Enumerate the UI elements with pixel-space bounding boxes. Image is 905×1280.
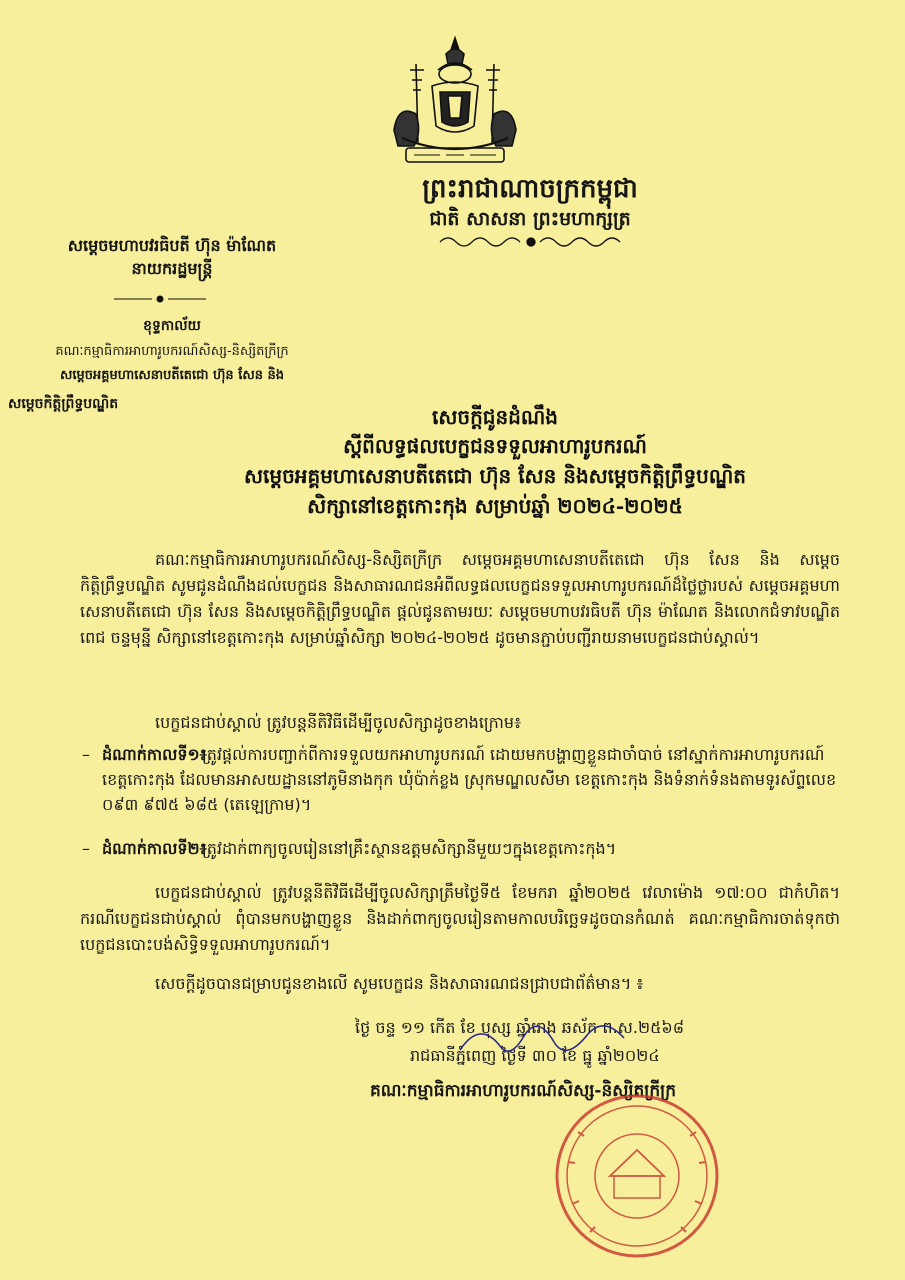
stage-2-label: ដំណាក់កាលទី២៖	[102, 839, 207, 858]
prime-minister-name: សម្ដេចមហាបវរធិបតី ហ៊ុន ម៉ាណែត	[67, 236, 277, 255]
notice-title: សេចក្ដីជូនដំណឹង	[432, 405, 558, 429]
stage-2-text: ត្រូវដាក់ពាក្យចូលរៀននៅគ្រឹះស្ថានឧត្ដមសិក្សានីមួយៗក្នុងខេត្តកោះកុង។	[202, 839, 617, 858]
body-paragraph-4: សេចក្ដីដូចបានជម្រាបជូនខាងលើ សូមបេក្ខជន និងសាធារណជនជ្រាបជាព័ត៌មាន។ ៖	[155, 974, 644, 993]
stage-1-item	[82, 742, 842, 817]
kingdom-heading: ព្រះរាជាណាចក្រកម្ពុជា	[422, 174, 638, 204]
notice-subject-line3: សិក្សានៅខេត្តកោះកុង សម្រាប់ឆ្នាំ ២០២៤-២០២៥	[307, 494, 683, 518]
notice-subject-line2: សម្ដេចអគ្គមហាសេនាបតីតេជោ ហ៊ុន សែន និងសម្ដេចកិត្តិព្រឹទ្ធបណ្ឌិត	[244, 464, 746, 488]
lunar-date-line: ថ្ងៃ ចន្ទ ១១ កើត ខែ បុស្ស ឆ្នាំរោង ឆស័ក ព.ស.២៥៦៨	[355, 1018, 685, 1037]
ornament-divider-icon	[436, 234, 626, 250]
stage-1-label: ដំណាក់កាលទី១៖	[102, 745, 207, 764]
solar-date-line: រាជធានីភ្នំពេញ ថ្ងៃទី ៣០ ខែ ធ្នូ ឆ្នាំ២០២៤	[410, 1046, 660, 1065]
stage-1-text: ត្រូវផ្ដល់ការបញ្ជាក់ពីការទទួលយកអាហារូបករណ៍ ដោយមកបង្ហាញខ្លួនជាចាំបាច់ នៅស្នាក់ការអាហារូបករណ៍ខេត្តកោះកុង ដែលមានអាសយដ្ឋាននៅភូមិនាងកុក ឃុំប៉ាក់ខ្លង ស្រុកមណ្ឌលសីមា ខេត្តកោះកុង និងទំនាក់ទំនងតាមទូរស័ព្ទលេខ ០៩៣ ៩៧៥ ៦៨៥ (តេឡេក្រាម)។	[102, 745, 837, 814]
committee-patron-line2: សម្ដេចកិត្តិព្រឹទ្ធបណ្ឌិត	[8, 396, 119, 412]
bullet-dash: –	[82, 839, 90, 858]
body-paragraph-1: គណៈកម្មាធិការអាហារូបករណ៍សិស្ស-និស្សិតក្រីក្រ សម្ដេចអគ្គមហាសេនាបតីតេជោ ហ៊ុន សែន និង សម្ដេចកិត្តិព្រឹទ្ធបណ្ឌិត សូមជូនដំណឹងដល់បេក្ខជន និងសាធារណជនអំពីលទ្ធផលបេក្ខជនទទួលអាហារូបករណ៍ដ៏ថ្លៃថ្លារបស់ សម្ដេចអគ្គមហាសេនាបតីតេជោ ហ៊ុន សែន និងសម្ដេចកិត្តិព្រឹទ្ធបណ្ឌិត ផ្ដល់ជូនតាមរយៈ សម្ដេចមហាបវរធិបតី ហ៊ុន ម៉ាណែត និងលោកជំទាវបណ្ឌិត ពេជ ចន្ទមុន្នី សិក្សានៅខេត្តកោះកុង សម្រាប់ឆ្នាំសិក្សា ២០២៤-២០២៥ ដូចមានភ្ជាប់បញ្ជីរាយនាមបេក្ខជនជាប់ស្គាល់។	[80, 550, 840, 647]
committee-name: គណៈកម្មាធិការអាហារូបករណ៍សិស្ស-និស្សិតក្រីក្រ	[55, 344, 289, 359]
stage-2-item	[82, 836, 842, 861]
bullet-dash: –	[82, 745, 90, 764]
committee-patron-line1: សម្ដេចអគ្គមហាសេនាបតីតេជោ ហ៊ុន សែន និង	[59, 368, 284, 383]
official-red-seal-stamp	[538, 1092, 736, 1260]
prime-minister-title: នាយករដ្ឋមន្ត្រី	[131, 259, 213, 278]
ornament-divider-icon	[112, 293, 208, 305]
national-motto: ជាតិ សាសនា ព្រះមហាក្សត្រ	[429, 208, 631, 230]
body-paragraph-2: បេក្ខជនជាប់ស្គាល់ ត្រូវបន្តនីតិវិធីដើម្បីចូលសិក្សាដូចខាងក្រោម៖	[155, 713, 522, 732]
royal-coat-of-arms-emblem	[388, 34, 522, 170]
handwritten-signature	[440, 1010, 690, 1070]
notice-subject-line1: ស្ដីពីលទ្ធផលបេក្ខជនទទួលអាហារូបករណ៍	[343, 434, 647, 458]
body-paragraph-3: បេក្ខជនជាប់ស្គាល់ ត្រូវបន្តនីតិវិធីដើម្បីចូលសិក្សាត្រឹមថ្ងៃទី៥ ខែមករា ឆ្នាំ២០២៥ វេលាម៉ោង ១៧:០០ ជាកំហិត។ ករណីបេក្ខជនជាប់ស្គាល់ ពុំបានមកបង្ហាញខ្លួន និងដាក់ពាក្យចូលរៀនតាមកាលបរិច្ឆេទដូចបានកំណត់ គណៈកម្មាធិការចាត់ទុកថាបេក្ខជនបោះបង់សិទ្ធិទទួលអាហារូបករណ៍។	[80, 883, 840, 954]
signing-committee: គណៈកម្មាធិការអាហារូបករណ៍សិស្ស-និស្សិតក្រីក្រ	[370, 1081, 677, 1101]
cabinet-label: ខុទ្ទកាល័យ	[143, 318, 201, 334]
